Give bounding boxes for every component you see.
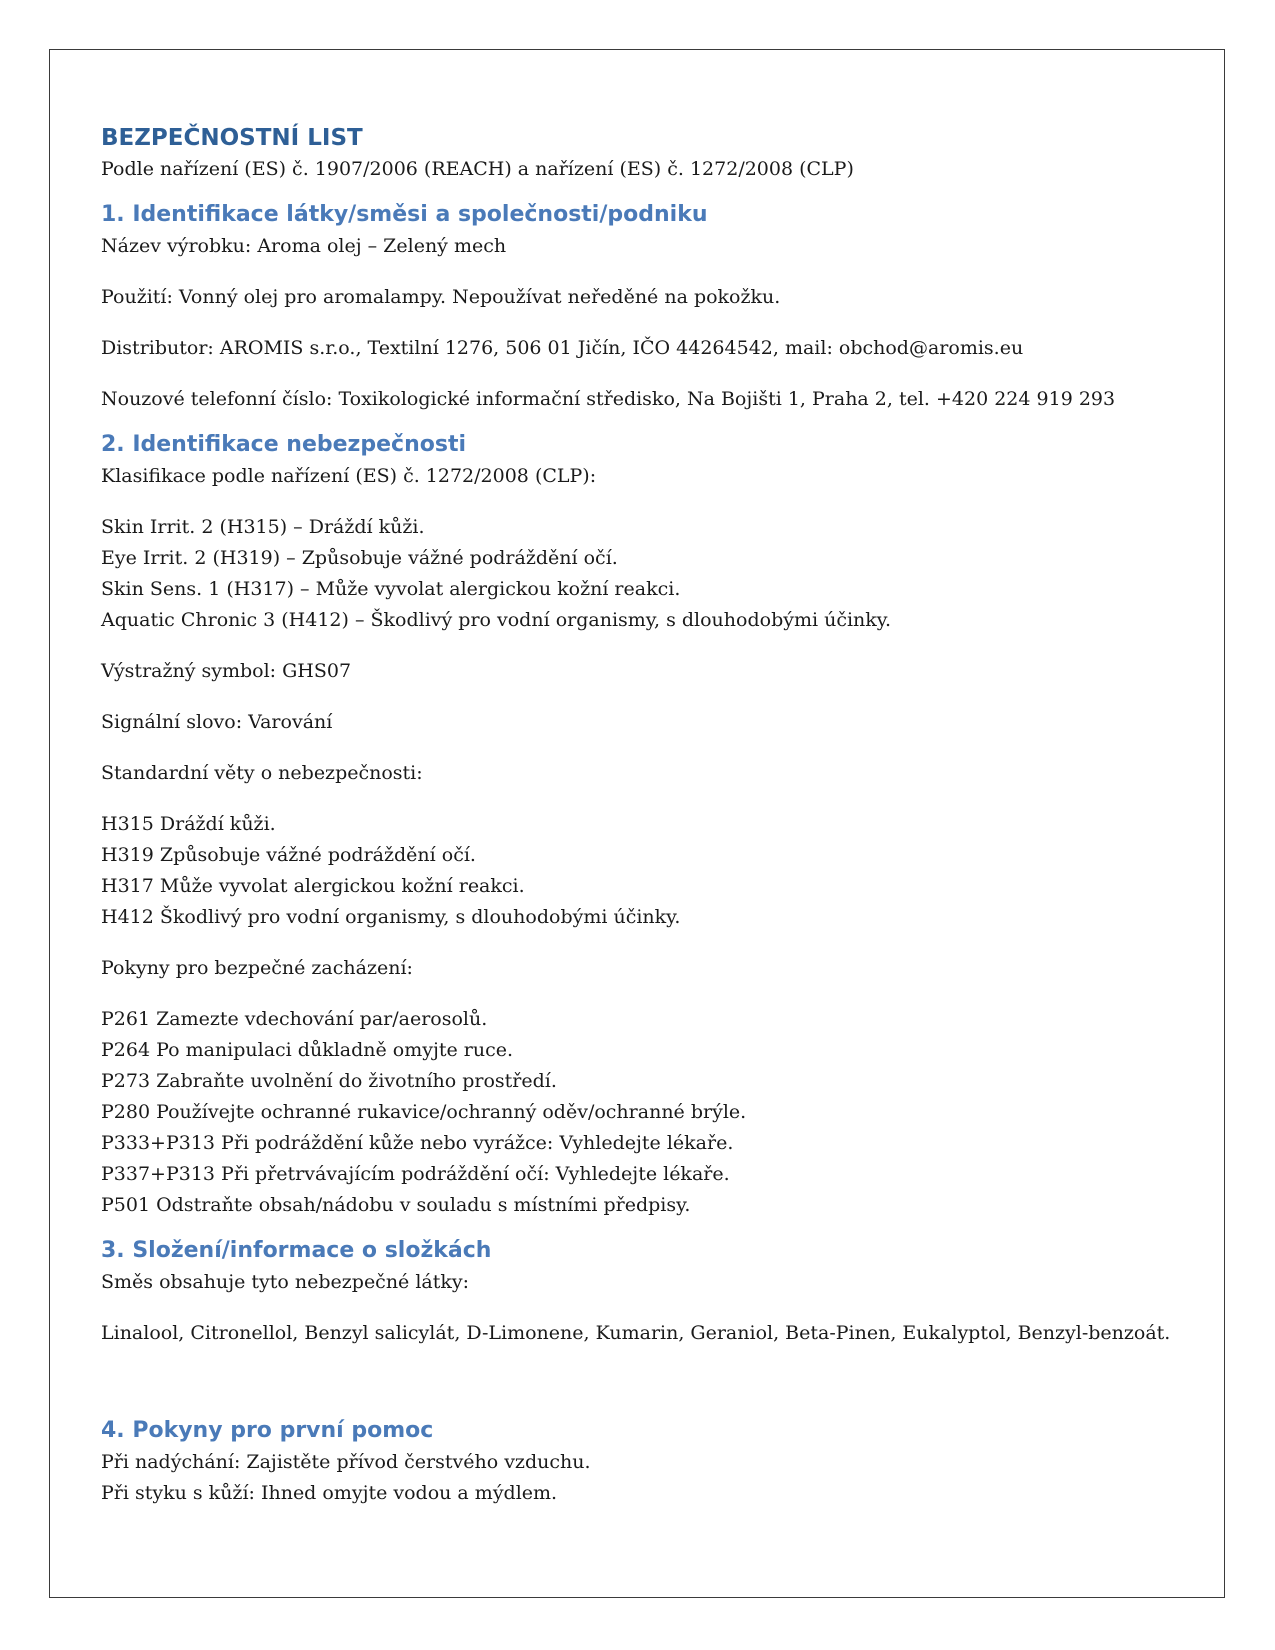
list-item: H319 Způsobuje vážné podráždění očí. <box>101 844 476 866</box>
document-body <box>101 122 1201 1509</box>
list-item: P261 Zamezte vdechování par/aerosolů. <box>101 1008 488 1030</box>
classification-list <box>101 512 1201 636</box>
document-subtitle: Podle nařízení (ES) č. 1907/2006 (REACH) a nařízení (ES) č. 1272/2008 (CLP) <box>101 158 854 180</box>
precautionary-list <box>101 1004 1201 1221</box>
section-4-heading: 4. Pokyny pro první pomoc <box>101 1418 434 1443</box>
document-title: BEZPEČNOSTNÍ LIST <box>101 125 363 151</box>
precautionary-label: Pokyny pro bezpečné zacházení: <box>101 957 413 979</box>
section-2-heading: 2. Identifikace nebezpečnosti <box>101 432 466 457</box>
product-usage: Použití: Vonný olej pro aromalampy. Nepoužívat neředěné na pokožku. <box>101 286 781 308</box>
warning-symbol: Výstražný symbol: GHS07 <box>101 660 352 682</box>
distributor-info: Distributor: AROMIS s.r.o., Textilní 1276, 506 01 Jičín, IČO 44264542, mail: obchod@aromis.eu <box>101 337 1024 359</box>
emergency-phone: Nouzové telefonní číslo: Toxikologické informační středisko, Na Bojišti 1, Praha 2, tel. +420 224 919 293 <box>101 388 1116 410</box>
list-item: Skin Sens. 1 (H317) – Může vyvolat alergickou kožní reakci. <box>101 578 681 600</box>
list-item: P337+P313 Při přetrvávajícím podráždění očí: Vyhledejte lékaře. <box>101 1163 730 1185</box>
hazard-statements-list <box>101 809 1201 933</box>
first-aid-skin: Při styku s kůží: Ihned omyjte vodou a mýdlem. <box>101 1482 558 1504</box>
list-item: P333+P313 Při podráždění kůže nebo vyrážce: Vyhledejte lékaře. <box>101 1132 734 1154</box>
section-1-body <box>101 231 1201 415</box>
product-name: Název výrobku: Aroma olej – Zelený mech <box>101 235 507 257</box>
list-item: Eye Irrit. 2 (H319) – Způsobuje vážné podráždění očí. <box>101 547 618 569</box>
classification-label: Klasifikace podle nařízení (ES) č. 1272/2008 (CLP): <box>101 465 597 487</box>
section-2-body <box>101 461 1201 1221</box>
list-item: H315 Dráždí kůži. <box>101 813 276 835</box>
signal-word: Signální slovo: Varování <box>101 711 333 733</box>
list-item: P280 Používejte ochranné rukavice/ochranný oděv/ochranné brýle. <box>101 1101 747 1123</box>
composition-intro: Směs obsahuje tyto nebezpečné látky: <box>101 1271 470 1293</box>
list-item: P264 Po manipulaci důkladně omyjte ruce. <box>101 1039 514 1061</box>
section-4-body <box>101 1447 1201 1509</box>
hazard-statements-label: Standardní věty o nebezpečnosti: <box>101 762 423 784</box>
section-1-heading: 1. Identifikace látky/směsi a společnosti/podniku <box>101 202 708 227</box>
section-3-body <box>101 1267 1201 1349</box>
list-item: Skin Irrit. 2 (H315) – Dráždí kůži. <box>101 516 425 538</box>
list-item: P501 Odstraňte obsah/nádobu v souladu s místními předpisy. <box>101 1194 691 1216</box>
substances-list: Linalool, Citronellol, Benzyl salicylát, D-Limonene, Kumarin, Geraniol, Beta-Pinen, Eukalyptol, Benzyl-benzoát. <box>101 1322 1171 1344</box>
list-item: H412 Škodlivý pro vodní organismy, s dlouhodobými účinky. <box>101 906 681 928</box>
first-aid-inhalation: Při nadýchání: Zajistěte přívod čerstvého vzduchu. <box>101 1451 591 1473</box>
list-item: H317 Může vyvolat alergickou kožní reakci. <box>101 875 525 897</box>
list-item: Aquatic Chronic 3 (H412) – Škodlivý pro vodní organismy, s dlouhodobými účinky. <box>101 609 892 631</box>
list-item: P273 Zabraňte uvolnění do životního prostředí. <box>101 1070 557 1092</box>
section-3-heading: 3. Složení/informace o složkách <box>101 1238 492 1263</box>
